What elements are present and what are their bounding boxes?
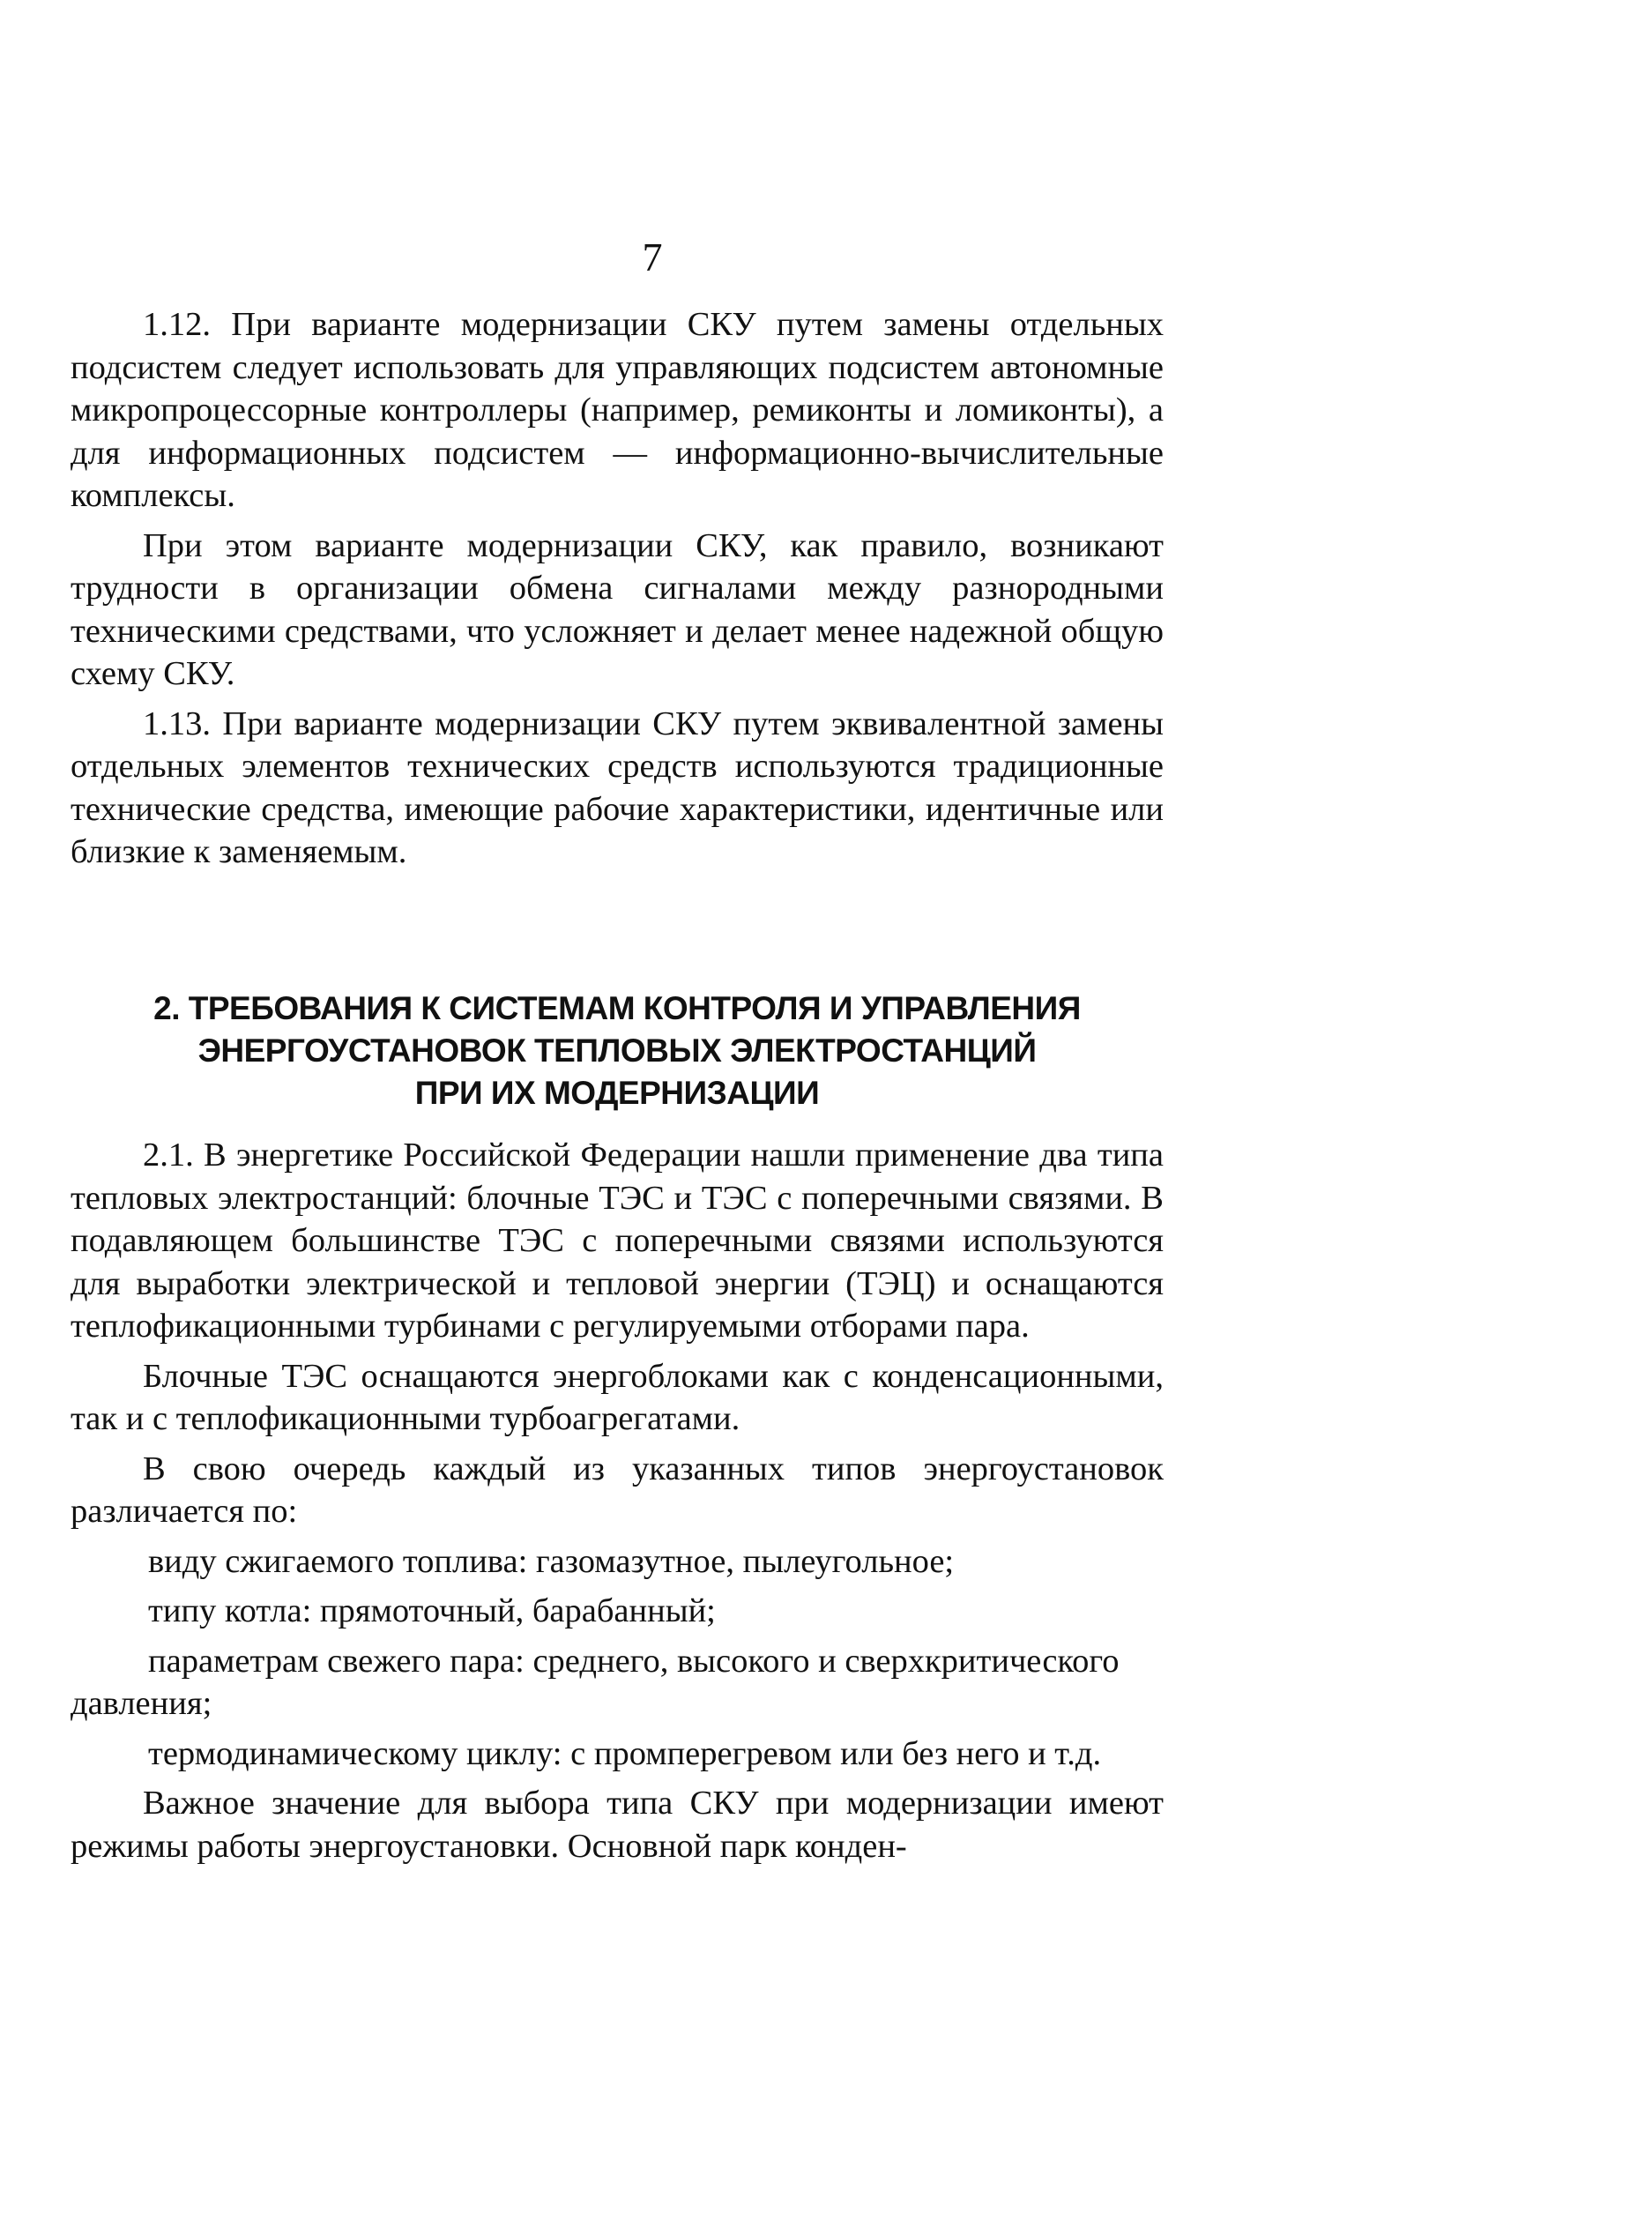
paragraph-2-1: 2.1. В энергетике Российской Федерации нашли применение два типа тепловых электростанций: блочные ТЭС и ТЭС с поперечными связями. В подавляющем большинстве ТЭС с поперечными связями используются для выработки электрической и тепловой энергии (ТЭЦ) и оснащаются теплофикационными турбинами с регулируемыми отборами пара.: [71, 1137, 1164, 1345]
paragraph-1-12-continued: При этом варианте модернизации СКУ, как правило, возникают трудности в организации обмена сигналами между разнородными техническими средствами, что усложняет и делает менее надежной общую схему СКУ.: [71, 526, 1164, 692]
heading-line: ЭНЕРГОУСТАНОВОК ТЕПЛОВЫХ ЭЛЕКТРОСТАНЦИЙ: [197, 1032, 1037, 1069]
list-item-boiler: типу котла: прямоточный, барабанный;: [148, 1592, 716, 1629]
paragraph-1-13: 1.13. При варианте модернизации СКУ путем эквивалентной замены отдельных элементов технических средств используются традиционные технические средства, имеющие рабочие характеристики, идентичные или близкие к заменяемым.: [71, 704, 1164, 870]
section-2-text: [71, 1134, 1164, 1875]
list-item-cycle: термодинамическому циклу: с промперегревом или без него и т.д.: [148, 1734, 1102, 1772]
list-item-steam: параметрам свежего пара: среднего, высокого и сверхкритического давления;: [71, 1642, 1120, 1722]
heading-line: ПРИ ИХ МОДЕРНИЗАЦИИ: [414, 1075, 820, 1111]
paragraph-block-tes: Блочные ТЭС оснащаются энергоблоками как с конденсационными, так и с теплофикационными турбоагрегатами.: [71, 1357, 1164, 1437]
paragraph-1-12: 1.12. При варианте модернизации СКУ путем замены отдельных подсистем следует использовать для управляющих подсистем автономные микропроцессорные контроллеры (например, ремиконты и ломиконты), а для информационных подсистем — информационно-вычислительные комплексы.: [71, 306, 1164, 514]
page-number: 7: [642, 235, 663, 280]
section-1-text: [71, 303, 1164, 881]
paragraph-operating-modes: Важное значение для выбора типа СКУ при модернизации имеют режимы работы энергоустановки. Основной парк конден-: [71, 1785, 1164, 1865]
paragraph-types-intro: В свою очередь каждый из указанных типов энергоустановок различается по:: [71, 1450, 1164, 1530]
heading-line: 2. ТРЕБОВАНИЯ К СИСТЕМАМ КОНТРОЛЯ И УПРАВЛЕНИЯ: [153, 990, 1081, 1026]
list-item-fuel: виду сжигаемого топлива: газомазутное, пылеугольное;: [148, 1542, 955, 1580]
section-2-heading: [71, 988, 1164, 1114]
